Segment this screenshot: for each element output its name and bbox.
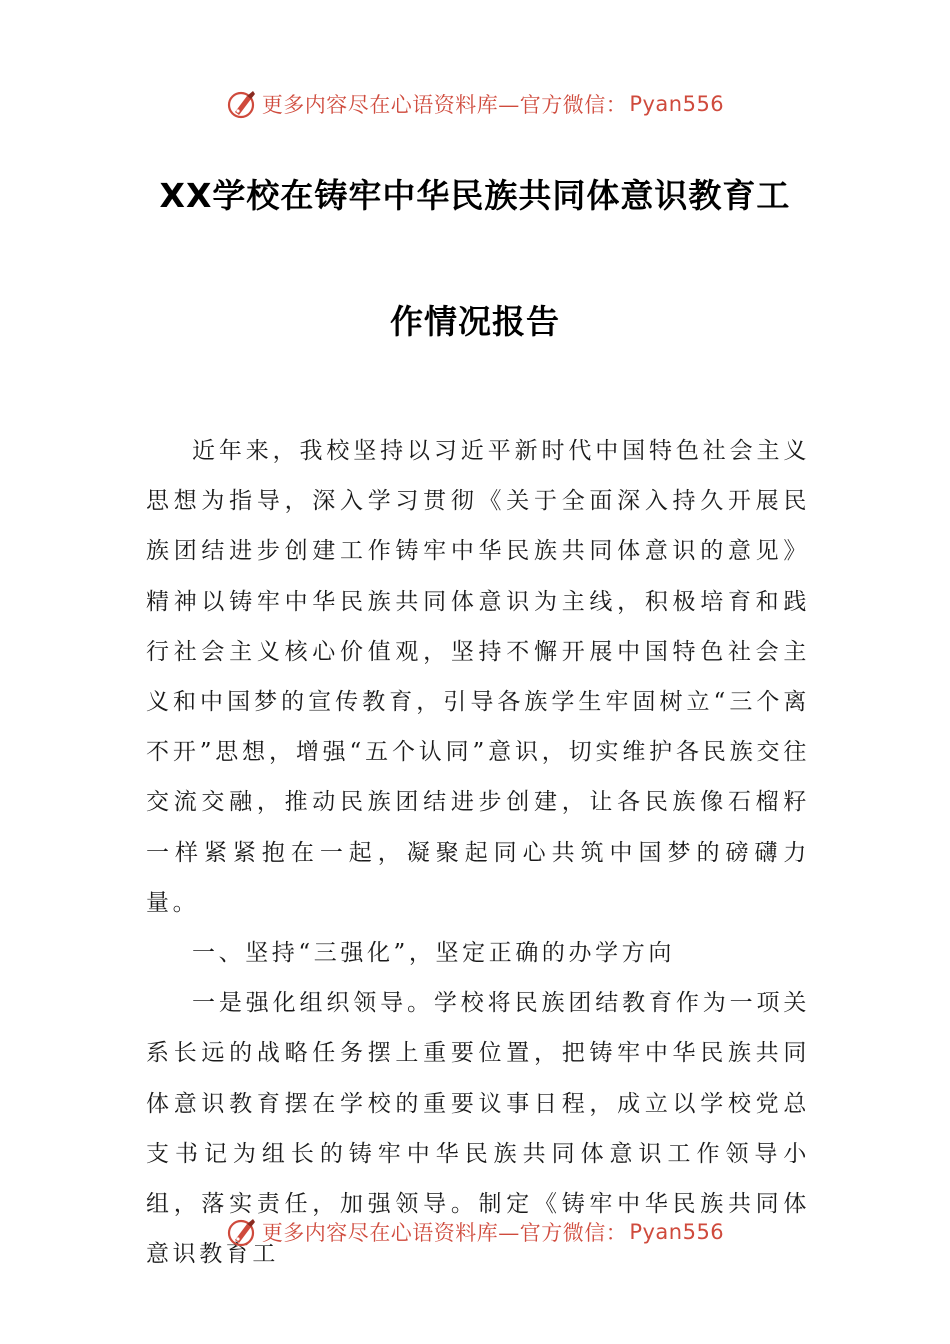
document-body <box>146 426 810 1279</box>
watermark-handle: Pyan556 <box>629 92 725 116</box>
watermark-header <box>0 82 950 126</box>
intro-paragraph: 近年来，我校坚持以习近平新时代中国特色社会主义思想为指导，深入学习贯彻《关于全面深入持久开展民族团结进步创建工作铸牢中华民族共同体意识的意见》精神以铸牢中华民族共同体意识为主线，积极培育和践行社会主义核心价值观，坚持不懈开展中国特色社会主义和中国梦的宣传教育，引导各族学生牢固树立“三个离不开”思想，增强“五个认同”意识，切实维护各民族交往交流交融，推动民族团结进步创建，让各民族像石榴籽一样紧紧抱在一起，凝聚起同心共筑中国梦的磅礴力量。 <box>146 438 810 916</box>
pen-nib-logo-icon <box>226 1216 258 1248</box>
watermark-text: 更多内容尽在心语资料库—官方微信： <box>261 93 628 117</box>
body-paragraph: 一是强化组织领导。学校将民族团结教育作为一项关系长远的战略任务摆上重要位置，把铸牢中华民族共同体意识教育摆在学校的重要议事日程，成立以学校党总支书记为组长的铸牢中华民族共同体意识工作领导小组，落实责任，加强领导。制定《铸牢中华民族共同体意识教育工 <box>146 990 810 1268</box>
document-title-line-1: XX学校在铸牢中华民族共同体意识教育工 <box>159 176 791 215</box>
pen-nib-logo-icon <box>226 88 258 120</box>
watermark-handle: Pyan556 <box>629 1220 725 1244</box>
document-title-line-2: 作情况报告 <box>390 302 560 341</box>
section-heading: 一、坚持“三强化”，坚定正确的办学方向 <box>192 940 675 967</box>
watermark-text: 更多内容尽在心语资料库—官方微信： <box>261 1221 628 1245</box>
watermark-footer <box>0 1210 950 1254</box>
